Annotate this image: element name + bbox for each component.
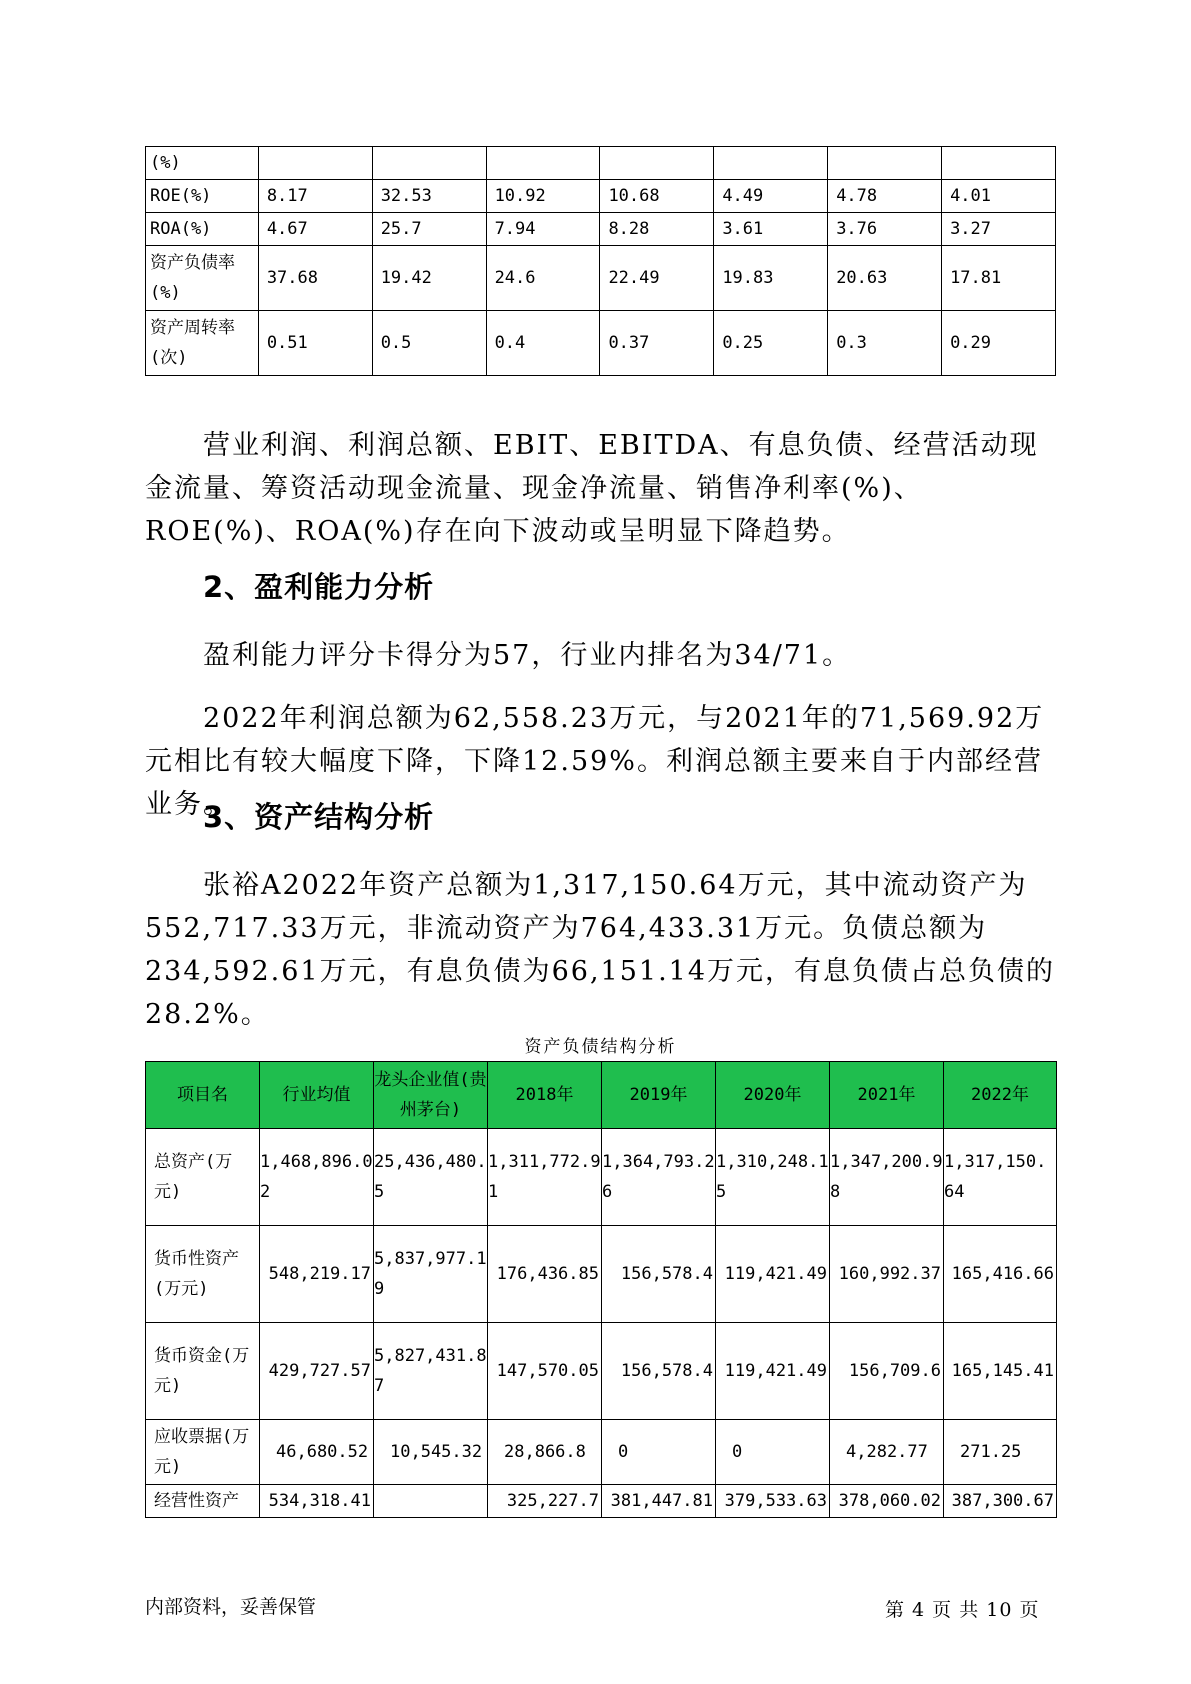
table-cell: 10.68 bbox=[600, 180, 714, 213]
table-cell bbox=[600, 147, 714, 180]
table-cell: 22.49 bbox=[600, 246, 714, 311]
table-cell: 176,436.85 bbox=[488, 1226, 602, 1323]
table-cell: 0 bbox=[602, 1420, 716, 1485]
table-cell: 3.61 bbox=[714, 213, 828, 246]
table-cell: 37.68 bbox=[258, 246, 372, 311]
row-label: (%) bbox=[146, 147, 259, 180]
table-cell bbox=[258, 147, 372, 180]
table-cell: 5,837,977.19 bbox=[374, 1226, 488, 1323]
table-cell: 24.6 bbox=[486, 246, 600, 311]
table-cell: 1,317,150.64 bbox=[944, 1129, 1057, 1226]
table-row bbox=[146, 180, 1056, 213]
table-cell: 20.63 bbox=[828, 246, 942, 311]
table-cell: 4.01 bbox=[942, 180, 1056, 213]
row-label: ROA(%) bbox=[146, 213, 259, 246]
table-cell: 119,421.49 bbox=[716, 1323, 830, 1420]
column-header: 龙头企业值(贵州茅台) bbox=[374, 1062, 488, 1129]
table-cell: 165,416.66 bbox=[944, 1226, 1057, 1323]
table-cell: 0.29 bbox=[942, 311, 1056, 376]
table-cell: 7.94 bbox=[486, 213, 600, 246]
table-cell: 0.51 bbox=[258, 311, 372, 376]
table-cell bbox=[374, 1485, 488, 1518]
table-cell: 379,533.63 bbox=[716, 1485, 830, 1518]
table-cell: 19.42 bbox=[372, 246, 486, 311]
table-cell: 548,219.17 bbox=[260, 1226, 374, 1323]
page-number: 第 4 页 共 10 页 bbox=[885, 1599, 1040, 1621]
table-cell: 3.76 bbox=[828, 213, 942, 246]
table-cell: 8.17 bbox=[258, 180, 372, 213]
row-label: 经营性资产 bbox=[146, 1485, 260, 1518]
table-cell: 8.28 bbox=[600, 213, 714, 246]
table-cell: 4.67 bbox=[258, 213, 372, 246]
table-cell bbox=[372, 147, 486, 180]
table-cell: 1,468,896.02 bbox=[260, 1129, 374, 1226]
table-cell: 119,421.49 bbox=[716, 1226, 830, 1323]
row-label: 资产周转率(次) bbox=[146, 311, 259, 376]
table-cell: 0.5 bbox=[372, 311, 486, 376]
profit-paragraph: 2022年利润总额为62,558.23万元，与2021年的71,569.92万元相比有较大幅度下降，下降12.59%。利润总额主要来自于内部经营业务。 bbox=[145, 703, 1045, 820]
table-cell: 25.7 bbox=[372, 213, 486, 246]
table-cell: 0.25 bbox=[714, 311, 828, 376]
section-heading-profitability: 2、盈利能力分析 bbox=[203, 570, 435, 604]
table-row bbox=[146, 1226, 1057, 1323]
table-cell: 147,570.05 bbox=[488, 1323, 602, 1420]
trend-paragraph: 营业利润、利润总额、EBIT、EBITDA、有息负债、经营活动现金流量、筹资活动现金流量、现金净流量、销售净利率(%)、ROE(%)、ROA(%)存在向下波动或呈明显下降趋势。 bbox=[145, 430, 1039, 547]
table-row bbox=[146, 246, 1056, 311]
column-header: 项目名 bbox=[146, 1062, 260, 1129]
table-cell bbox=[714, 147, 828, 180]
row-label: 资产负债率(%) bbox=[146, 246, 259, 311]
table-row bbox=[146, 311, 1056, 376]
table-cell: 0 bbox=[716, 1420, 830, 1485]
table-cell: 46,680.52 bbox=[260, 1420, 374, 1485]
column-header: 2020年 bbox=[716, 1062, 830, 1129]
column-header: 行业均值 bbox=[260, 1062, 374, 1129]
table-cell: 5,827,431.87 bbox=[374, 1323, 488, 1420]
table-row bbox=[146, 1420, 1057, 1485]
row-label: 货币性资产(万元) bbox=[146, 1226, 260, 1323]
row-label: 应收票据(万元) bbox=[146, 1420, 260, 1485]
table-row bbox=[146, 1129, 1057, 1226]
table-cell: 1,311,772.91 bbox=[488, 1129, 602, 1226]
row-label: 货币资金(万元) bbox=[146, 1323, 260, 1420]
table-cell: 0.4 bbox=[486, 311, 600, 376]
table-cell: 4,282.77 bbox=[830, 1420, 944, 1485]
asset-structure-paragraph: 张裕A2022年资产总额为1,317,150.64万元，其中流动资产为552,717.33万元，非流动资产为764,433.31万元。负债总额为234,592.61万元，有息负债为66,151.14万元，有息负债占总负债的28.2%。 bbox=[145, 870, 1056, 1030]
table-cell: 325,227.7 bbox=[488, 1485, 602, 1518]
table-cell: 25,436,480.5 bbox=[374, 1129, 488, 1226]
table-cell: 271.25 bbox=[944, 1420, 1057, 1485]
section-heading-asset-structure: 3、资产结构分析 bbox=[203, 800, 435, 834]
table-caption: 资产负债结构分析 bbox=[524, 1037, 677, 1057]
table-cell bbox=[486, 147, 600, 180]
table-cell: 160,992.37 bbox=[830, 1226, 944, 1323]
column-header: 2018年 bbox=[488, 1062, 602, 1129]
table-cell: 4.49 bbox=[714, 180, 828, 213]
table-row bbox=[146, 1323, 1057, 1420]
balance-structure-table bbox=[145, 1061, 1057, 1518]
table-cell: 0.3 bbox=[828, 311, 942, 376]
table-cell: 17.81 bbox=[942, 246, 1056, 311]
table-cell: 156,709.6 bbox=[830, 1323, 944, 1420]
table-cell: 10.92 bbox=[486, 180, 600, 213]
table-header-row bbox=[146, 1062, 1057, 1129]
table-cell: 165,145.41 bbox=[944, 1323, 1057, 1420]
table-cell: 4.78 bbox=[828, 180, 942, 213]
table-cell: 381,447.81 bbox=[602, 1485, 716, 1518]
table-cell: 0.37 bbox=[600, 311, 714, 376]
table-cell: 1,310,248.15 bbox=[716, 1129, 830, 1226]
table-cell: 156,578.4 bbox=[602, 1226, 716, 1323]
table-row bbox=[146, 147, 1056, 180]
row-label: ROE(%) bbox=[146, 180, 259, 213]
table-cell: 387,300.67 bbox=[944, 1485, 1057, 1518]
table-row bbox=[146, 213, 1056, 246]
row-label: 总资产(万元) bbox=[146, 1129, 260, 1226]
table-cell: 534,318.41 bbox=[260, 1485, 374, 1518]
table-cell: 19.83 bbox=[714, 246, 828, 311]
table-cell: 378,060.02 bbox=[830, 1485, 944, 1518]
table-cell: 3.27 bbox=[942, 213, 1056, 246]
financial-ratio-table bbox=[145, 146, 1056, 376]
table-cell: 10,545.32 bbox=[374, 1420, 488, 1485]
table-cell: 1,347,200.98 bbox=[830, 1129, 944, 1226]
column-header: 2019年 bbox=[602, 1062, 716, 1129]
table-cell: 429,727.57 bbox=[260, 1323, 374, 1420]
table-cell bbox=[942, 147, 1056, 180]
column-header: 2022年 bbox=[944, 1062, 1057, 1129]
table-cell: 156,578.4 bbox=[602, 1323, 716, 1420]
table-cell: 1,364,793.26 bbox=[602, 1129, 716, 1226]
table-cell bbox=[828, 147, 942, 180]
table-cell: 28,866.8 bbox=[488, 1420, 602, 1485]
confidential-note: 内部资料，妥善保管 bbox=[145, 1596, 317, 1618]
profitability-score-paragraph: 盈利能力评分卡得分为57，行业内排名为34/71。 bbox=[203, 640, 852, 671]
table-row bbox=[146, 1485, 1057, 1518]
column-header: 2021年 bbox=[830, 1062, 944, 1129]
table-cell: 32.53 bbox=[372, 180, 486, 213]
